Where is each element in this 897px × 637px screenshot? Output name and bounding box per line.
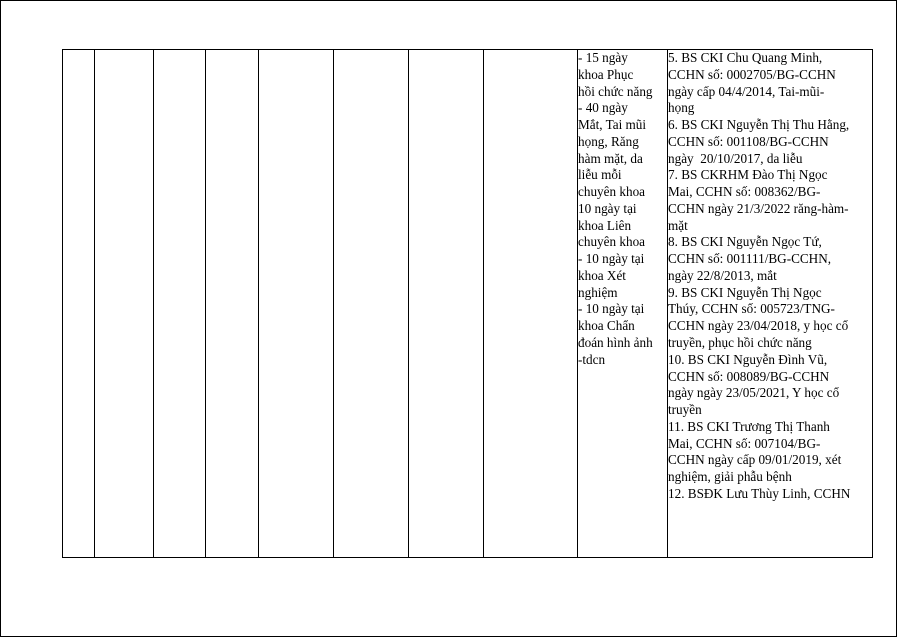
text-line: mặt [668,217,688,233]
text-line: chuyên khoa [578,184,646,200]
text-line: 9. BS CKI Nguyễn Thị Ngọc [668,284,822,300]
text-line: - 10 ngày tại [578,251,645,267]
text-line: - 10 ngày tại [578,301,645,317]
text-line: 5. BS CKI Chu Quang Minh, [668,50,823,65]
text-line: 12. BSĐK Lưu Thùy Linh, CCHN [668,485,851,501]
text-line: 6. BS CKI Nguyễn Thị Thu Hằng, [668,117,850,133]
table-cell-empty-1 [63,50,95,558]
text-line: 10. BS CKI Nguyễn Đình Vũ, [668,351,828,367]
text-line: - 15 ngày [578,50,628,65]
text-line: CCHN số: 001111/BG-CCHN, [668,251,832,267]
text-line: truyền, phục hồi chức năng [668,335,812,351]
text-line: - 40 ngày [578,100,628,116]
text-line: Mai, CCHN số: 008362/BG- [668,184,821,200]
text-line: họng, Răng [578,133,639,149]
text-line: CCHN số: 008089/BG-CCHN [668,368,830,384]
text-line: Thúy, CCHN số: 005723/TNG- [668,301,835,317]
table-cell-empty-5 [259,50,334,558]
text-line: 10 ngày tại [578,200,637,216]
table-cell-empty-7 [409,50,484,558]
text-line: Mắt, Tai mũi [578,117,647,133]
text-line: Mai, CCHN số: 007104/BG- [668,435,821,451]
text-line: ngày 22/8/2013, mắt [668,267,777,283]
text-line: ngày ngày 23/05/2021, Y học cổ [668,385,840,401]
text-line: hồi chức năng [578,83,653,99]
table-row [63,50,873,558]
text-line: khoa Chẩn [578,318,635,334]
text-line: khoa Liên [578,217,632,233]
text-line: liễu mỗi [578,167,622,183]
table-cell-training-duration [578,50,668,558]
text-line: CCHN số: 001108/BG-CCHN [668,133,829,149]
text-line: ngày cấp 04/4/2014, Tai-mũi- [668,83,825,99]
table-cell-empty-2 [95,50,154,558]
text-line: nghiệm, giải phẫu bệnh [668,469,792,485]
text-line: CCHN ngày 21/3/2022 răng-hàm- [668,200,849,216]
text-line: hàm mặt, da [578,150,643,166]
table-cell-empty-8 [484,50,578,558]
text-line: ngày 20/10/2017, da liễu [668,150,803,166]
text-line: CCHN ngày 23/04/2018, y học cổ [668,318,849,334]
text-line: họng [668,100,695,116]
text-line: truyền [668,402,702,418]
text-line: 11. BS CKI Trương Thị Thanh [668,418,830,434]
text-line: 7. BS CKRHM Đào Thị Ngọc [668,167,828,183]
text-line: đoán hình ảnh [578,335,653,351]
text-line: nghiệm [578,284,618,300]
text-line: CCHN ngày cấp 09/01/2019, xét [668,452,842,468]
table-container [62,49,862,558]
table-cell-empty-3 [154,50,206,558]
text-line: khoa Phục [578,66,634,82]
practitioner-list-lines [668,50,872,503]
table-cell-empty-4 [206,50,259,558]
text-line: chuyên khoa [578,234,646,250]
table-cell-empty-6 [334,50,409,558]
text-line: -tdcn [578,351,606,367]
text-line: CCHN số: 0002705/BG-CCHN [668,66,836,82]
text-line: 8. BS CKI Nguyễn Ngọc Tứ, [668,234,822,250]
document-table [62,49,873,558]
table-cell-practitioner-list [668,50,873,558]
text-line: khoa Xét [578,267,626,283]
training-duration-lines [578,50,667,369]
